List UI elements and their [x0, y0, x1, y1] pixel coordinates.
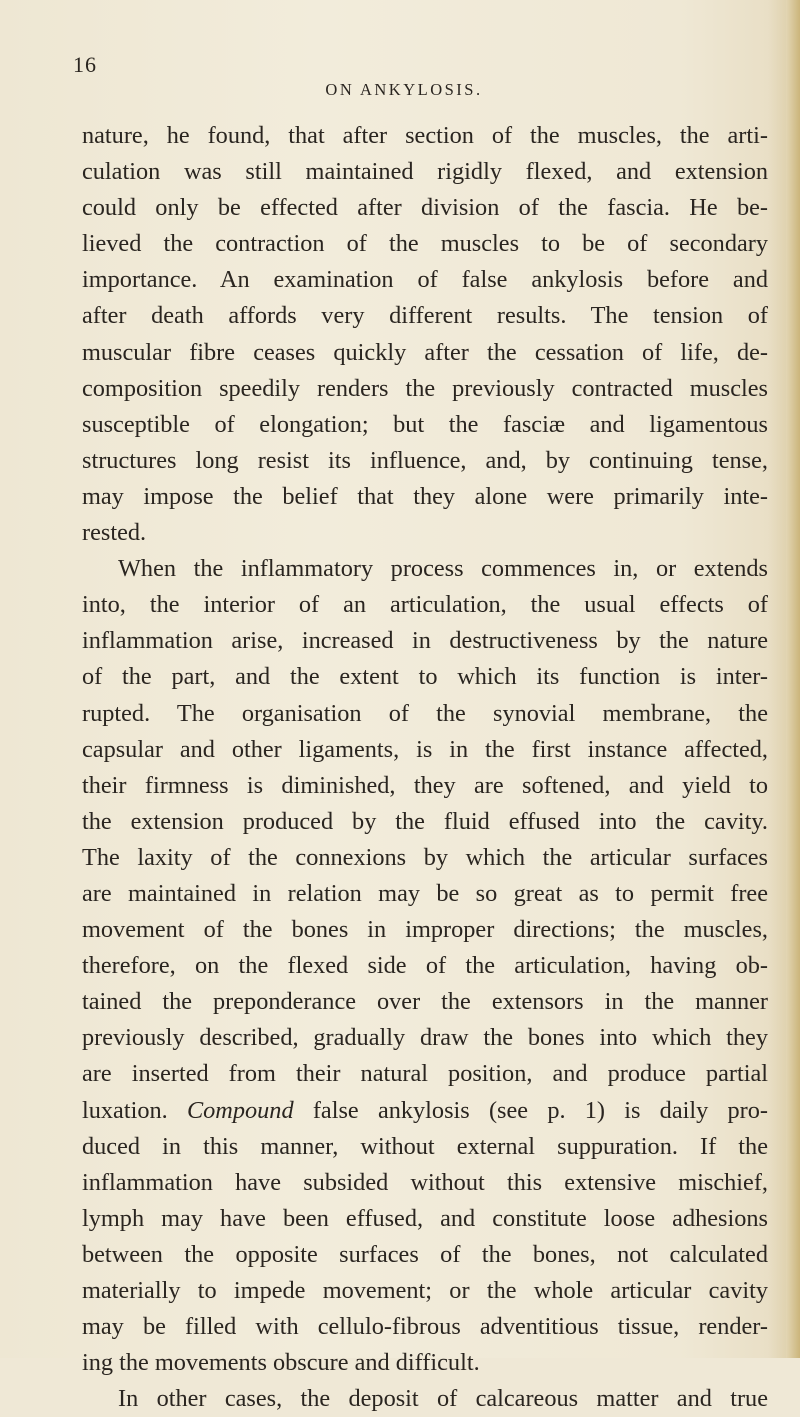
text-line: inflammation arise, increased in destructiveness by the nature	[82, 627, 768, 655]
text-line: their firmness is diminished, they are softened, and yield to	[82, 771, 768, 799]
italic-term: Compound	[186, 1096, 294, 1124]
text-line: lieved the contraction of the muscles to be of secondary	[82, 230, 768, 258]
line-rest: false ankylosis (see p. 1) is daily pro-	[312, 1096, 768, 1124]
text-line: tained the preponderance over the extensors in the manner	[82, 988, 768, 1016]
text-line: materially to impede movement; or the whole articular cavity	[82, 1277, 768, 1304]
text-line: inflammation have subsided without this extensive mischief,	[82, 1168, 768, 1196]
text-line: duced in this manner, without external suppuration. If the	[82, 1132, 768, 1160]
text-line: capsular and other ligaments, is in the first instance affected,	[82, 735, 768, 763]
text-line: previously described, gradually draw the bones into which they	[82, 1024, 768, 1052]
text-line: may be filled with cellulo-fibrous adventitious tissue, render-	[82, 1313, 768, 1341]
text-line: the extension produced by the fluid effused into the cavity.	[82, 807, 768, 835]
text-line: The laxity of the connexions by which the articular surfaces	[82, 843, 768, 871]
text-line: are maintained in relation may be so great as to permit free	[82, 879, 768, 907]
text-line: rupted. The organisation of the synovial membrane, the	[82, 699, 768, 727]
text-line-with-italic	[82, 1093, 768, 1129]
text-line: structures long resist its influence, and, by continuing tense,	[82, 446, 768, 474]
text-line: therefore, on the flexed side of the articulation, having ob-	[82, 952, 768, 980]
text-line: nature, he found, that after section of the muscles, the arti-	[82, 122, 768, 149]
body-text	[82, 118, 768, 1417]
line-start: luxation.	[82, 1096, 168, 1124]
text-line: composition speedily renders the previously contracted muscles	[82, 374, 768, 402]
paragraph-start-line: When the inflammatory process commences in, or extends	[118, 555, 768, 583]
text-line: movement of the bones in improper directions; the muscles,	[82, 916, 768, 944]
running-head: ON ANKYLOSIS.	[325, 80, 483, 99]
page-edge	[786, 0, 800, 1358]
text-line: ing the movements obscure and difficult.	[82, 1349, 480, 1377]
text-line: after death affords very different results. The tension of	[82, 302, 768, 330]
text-line: culation was still maintained rigidly flexed, and extension	[82, 158, 768, 186]
text-line: rested.	[82, 519, 147, 547]
text-line: could only be effected after division of the fascia. He be-	[82, 194, 768, 222]
text-line: into, the interior of an articulation, the usual effects of	[82, 591, 768, 619]
text-line: are inserted from their natural position, and produce partial	[82, 1060, 768, 1088]
text-line: between the opposite surfaces of the bones, not calculated	[82, 1240, 768, 1268]
text-line: may impose the belief that they alone were primarily inte-	[82, 482, 768, 510]
text-line: importance. An examination of false ankylosis before and	[82, 266, 768, 294]
text-line: of the part, and the extent to which its function is inter-	[82, 663, 768, 691]
page-number: 16	[73, 52, 97, 77]
text-line: susceptible of elongation; but the fasciæ and ligamentous	[82, 410, 768, 438]
text-line: muscular fibre ceases quickly after the cessation of life, de-	[82, 338, 768, 366]
text-line: lymph may have been effused, and constitute loose adhesions	[82, 1204, 768, 1232]
paragraph-start-line: In other cases, the deposit of calcareous matter and true	[118, 1385, 768, 1413]
